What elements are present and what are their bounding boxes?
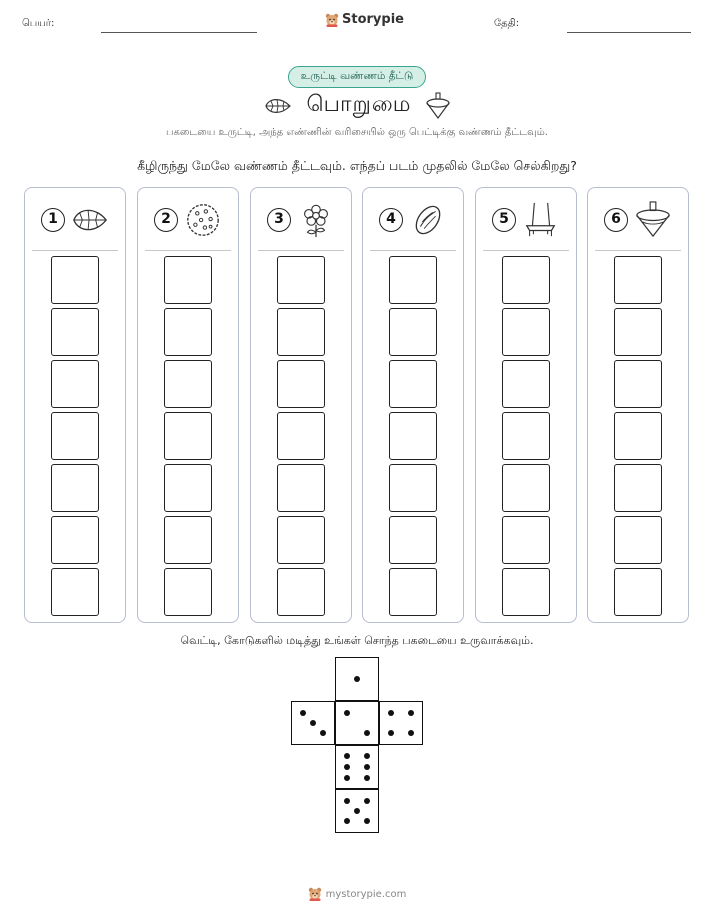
pip	[364, 818, 370, 824]
subtitle: பகடையை உருட்டி, அந்த எண்ணின் வரிசையில் ஒரு பெட்டிக்கு வண்ணம் தீட்டவும்.	[166, 127, 548, 138]
column-divider	[483, 250, 569, 251]
cut-fold-instruction: வெட்டி, கோடுகளில் மடித்து உங்கள் சொந்த பகடையை உருவாக்கவும்.	[180, 634, 534, 647]
pip	[310, 720, 316, 726]
pip	[364, 764, 370, 770]
pip	[408, 730, 414, 736]
pip	[364, 730, 370, 736]
spinning-top-icon	[634, 201, 672, 239]
footer	[0, 887, 714, 901]
color-box[interactable]	[502, 412, 550, 460]
swing-icon	[522, 201, 560, 239]
color-box[interactable]	[51, 256, 99, 304]
leaf-icon	[263, 95, 293, 117]
color-box[interactable]	[389, 412, 437, 460]
pip	[344, 710, 350, 716]
color-box[interactable]	[277, 464, 325, 512]
column-head	[363, 198, 463, 242]
page-title: பொறுமை	[306, 92, 412, 117]
color-box[interactable]	[502, 308, 550, 356]
pip	[320, 730, 326, 736]
color-box[interactable]	[614, 516, 662, 564]
column-number: 4	[379, 208, 403, 232]
dice-face-2	[335, 701, 379, 745]
question: கீழிருந்து மேலே வண்ணம் தீட்டவும். எந்தப் படம் முதலில் மேலே செல்கிறது?	[137, 158, 577, 173]
color-box[interactable]	[164, 568, 212, 616]
column-head	[251, 198, 351, 242]
pip	[364, 753, 370, 759]
seed-icon	[409, 201, 447, 239]
column-4	[362, 187, 464, 623]
dice-face-5	[335, 789, 379, 833]
color-box[interactable]	[389, 360, 437, 408]
color-box[interactable]	[614, 308, 662, 356]
column-divider	[370, 250, 456, 251]
column-2	[137, 187, 239, 623]
color-box[interactable]	[389, 568, 437, 616]
color-box[interactable]	[389, 256, 437, 304]
storypie-logo	[325, 12, 404, 27]
column-1	[24, 187, 126, 623]
date-line[interactable]	[567, 32, 691, 33]
pip	[344, 753, 350, 759]
color-box[interactable]	[614, 412, 662, 460]
color-box[interactable]	[277, 360, 325, 408]
column-number: 2	[154, 208, 178, 232]
date-label: தேதி:	[494, 18, 520, 29]
color-box[interactable]	[502, 568, 550, 616]
column-head	[25, 198, 125, 242]
pip	[344, 775, 350, 781]
color-box[interactable]	[502, 256, 550, 304]
column-divider	[595, 250, 681, 251]
color-box[interactable]	[51, 412, 99, 460]
color-box[interactable]	[277, 256, 325, 304]
cookie-icon	[184, 201, 222, 239]
color-box[interactable]	[164, 256, 212, 304]
color-box[interactable]	[51, 360, 99, 408]
color-box[interactable]	[51, 464, 99, 512]
pip	[344, 764, 350, 770]
color-box[interactable]	[502, 464, 550, 512]
color-box[interactable]	[389, 308, 437, 356]
pip	[354, 808, 360, 814]
dice-face-4	[379, 701, 423, 745]
pip	[300, 710, 306, 716]
column-number: 5	[492, 208, 516, 232]
pip	[388, 710, 394, 716]
column-divider	[32, 250, 118, 251]
color-box[interactable]	[389, 516, 437, 564]
column-divider	[258, 250, 344, 251]
color-box[interactable]	[51, 308, 99, 356]
color-box[interactable]	[502, 516, 550, 564]
bear-logo-icon	[308, 887, 322, 901]
color-box[interactable]	[51, 516, 99, 564]
pip	[344, 798, 350, 804]
color-box[interactable]	[614, 360, 662, 408]
column-3	[250, 187, 352, 623]
color-box[interactable]	[164, 412, 212, 460]
pip	[364, 798, 370, 804]
pip	[408, 710, 414, 716]
column-head	[588, 198, 688, 242]
color-box[interactable]	[502, 360, 550, 408]
column-5	[475, 187, 577, 623]
color-box[interactable]	[164, 516, 212, 564]
color-box[interactable]	[164, 360, 212, 408]
pip	[388, 730, 394, 736]
color-box[interactable]	[614, 256, 662, 304]
roll-color-badge: உருட்டி வண்ணம் தீட்டு	[288, 66, 426, 88]
footer-url[interactable]: mystorypie.com	[325, 888, 407, 900]
column-number: 1	[41, 208, 65, 232]
name-label: பெயர்:	[22, 18, 55, 29]
bear-logo-icon	[325, 13, 339, 27]
name-line[interactable]	[101, 32, 257, 33]
title-row	[0, 92, 714, 120]
color-box[interactable]	[389, 464, 437, 512]
column-6	[587, 187, 689, 623]
dice-face-3	[291, 701, 335, 745]
pip	[354, 676, 360, 682]
color-box[interactable]	[277, 308, 325, 356]
pip	[364, 775, 370, 781]
dice-face-1	[335, 657, 379, 701]
dice-face-6	[335, 745, 379, 789]
color-box[interactable]	[51, 568, 99, 616]
logo-text: Storypie	[342, 12, 404, 27]
column-number: 6	[604, 208, 628, 232]
color-box[interactable]	[164, 464, 212, 512]
pip	[344, 818, 350, 824]
color-box[interactable]	[277, 412, 325, 460]
flower-icon	[297, 201, 335, 239]
column-head	[138, 198, 238, 242]
leaf-icon	[71, 201, 109, 239]
color-box[interactable]	[614, 464, 662, 512]
column-divider	[145, 250, 231, 251]
color-box[interactable]	[164, 308, 212, 356]
color-box[interactable]	[277, 568, 325, 616]
spinning-top-icon	[425, 92, 451, 120]
color-box[interactable]	[614, 568, 662, 616]
column-number: 3	[267, 208, 291, 232]
column-head	[476, 198, 576, 242]
color-box[interactable]	[277, 516, 325, 564]
